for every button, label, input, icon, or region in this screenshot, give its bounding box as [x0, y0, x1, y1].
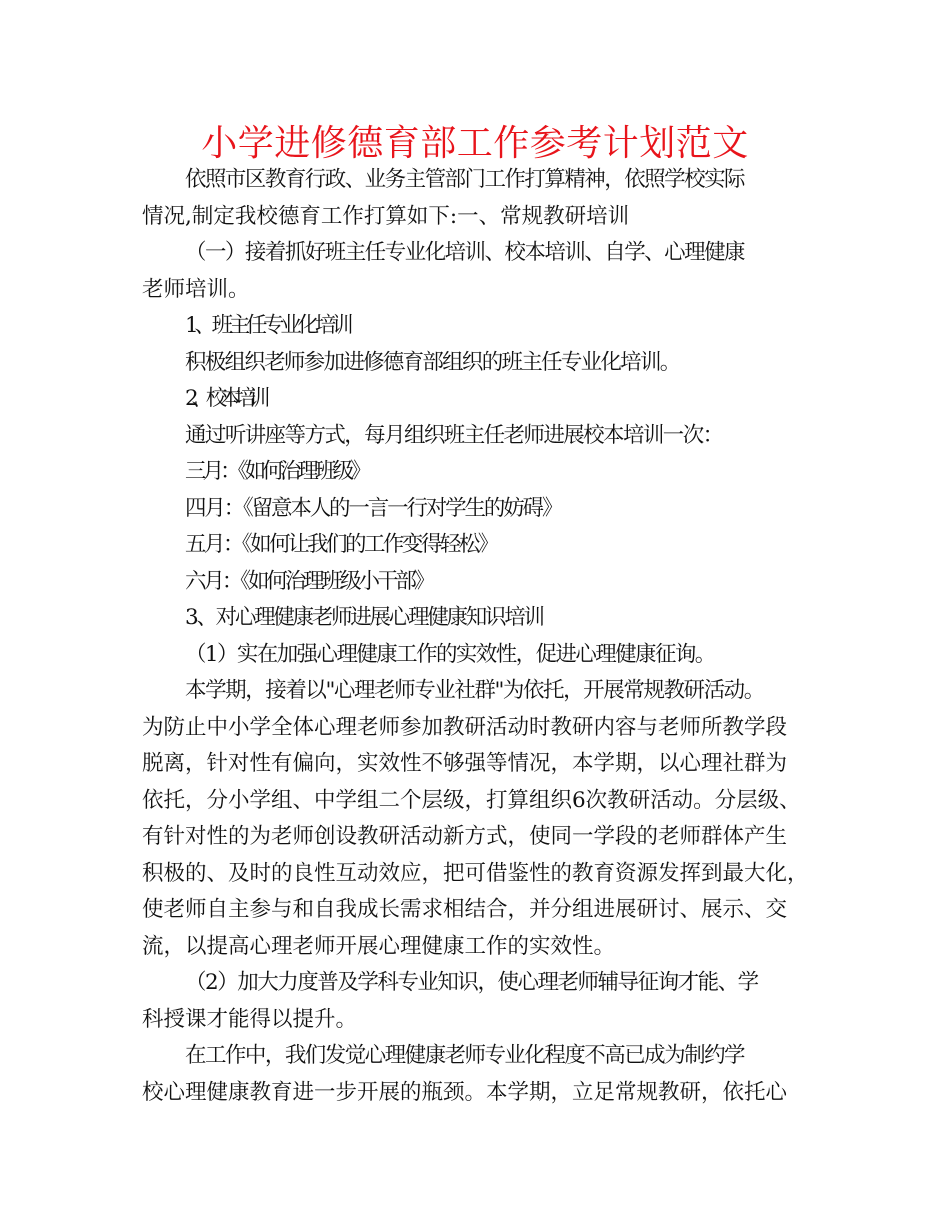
paragraph [142, 345, 812, 382]
text-line: 情况,制定我校德育工作打算如下:一、常规教研培训 [142, 203, 630, 229]
text-line: 积极组织老师参加进修德育部组织的班主任专业化培训。 [185, 349, 680, 375]
text-line: 有针对性的为老师创设教研活动新方式，使同一学段的老师群体产生 [142, 824, 788, 849]
paragraph [142, 965, 812, 1038]
paragraph [142, 1038, 812, 1111]
paragraph [142, 308, 812, 345]
paragraph [142, 600, 812, 637]
paragraph [142, 162, 812, 235]
paragraph [142, 527, 812, 564]
text-line: （2）加大力度普及学科专业知识，使心理老师辅导征询才能、学 [185, 970, 758, 995]
text-line: 本学期，接着以"心理老师专业社群"为依托，开展常规教研活动。 [185, 678, 764, 703]
text-line: 五月：《如何让我们的工作变得轻松》 [185, 532, 497, 557]
paragraph [142, 564, 812, 601]
text-line: （1）实在加强心理健康工作的实效性，促进心理健康征询。 [185, 641, 715, 667]
paragraph [142, 637, 812, 674]
text-line: 3、对心理健康老师进展心理健康知识培训 [185, 605, 543, 630]
text-line: 六月：《如何治理班级小干部》 [185, 568, 433, 594]
text-line: 使老师自主参与和自我成长需求相结合，并分组进展研讨、展示、交 [142, 897, 788, 922]
text-line: 老师培训。 [142, 276, 250, 302]
text-line: 在工作中，我们发觉心理健康老师专业化程度不高已成为制约学 [185, 1043, 745, 1068]
text-line: 为防止中小学全体心理老师参加教研活动时教研内容与老师所教学段 [142, 714, 788, 740]
text-line: 校心理健康教育进一步开展的瓶颈。本学期，立足常规教研，依托心 [142, 1079, 788, 1105]
text-line: 科授课才能得以提升。 [142, 1006, 358, 1032]
paragraph [142, 381, 812, 418]
text-line: 1、班主任专业化培训 [185, 313, 350, 338]
paragraph [142, 235, 812, 308]
paragraph [142, 454, 812, 491]
document-body [142, 162, 812, 1111]
text-line: 脱离，针对性有偏向，实效性不够强等情况，本学期，以心理社群为 [142, 751, 788, 776]
text-line: 四月：《留意本人的一言一行对学生的妨碍》 [185, 495, 562, 521]
text-line: 积极的、及时的良性互动效应，把可借鉴性的教育资源发挥到最大化， [142, 860, 809, 886]
document-title: 小学进修德育部工作参考计划范文 [201, 123, 749, 164]
text-line: 依托，分小学组、中学组二个层级，打算组织6次教研活动。分层级、 [142, 787, 801, 813]
text-line: 2、校本培训 [185, 386, 264, 411]
text-line: 通过听讲座等方式，每月组织班主任老师进展校本培训一次： [185, 422, 723, 448]
paragraph [142, 673, 812, 965]
text-line: 三月：《如何治理班级》 [185, 459, 368, 484]
paragraph [142, 418, 812, 455]
paragraph [142, 491, 812, 528]
text-line: （一）接着抓好班主任专业化培训、校本培训、自学、心理健康 [185, 240, 745, 265]
text-line: 流，以提高心理老师开展心理健康工作的实效性。 [142, 933, 616, 959]
text-line: 依照市区教育行政、业务主管部门工作打算精神，依照学校实际 [185, 167, 745, 192]
